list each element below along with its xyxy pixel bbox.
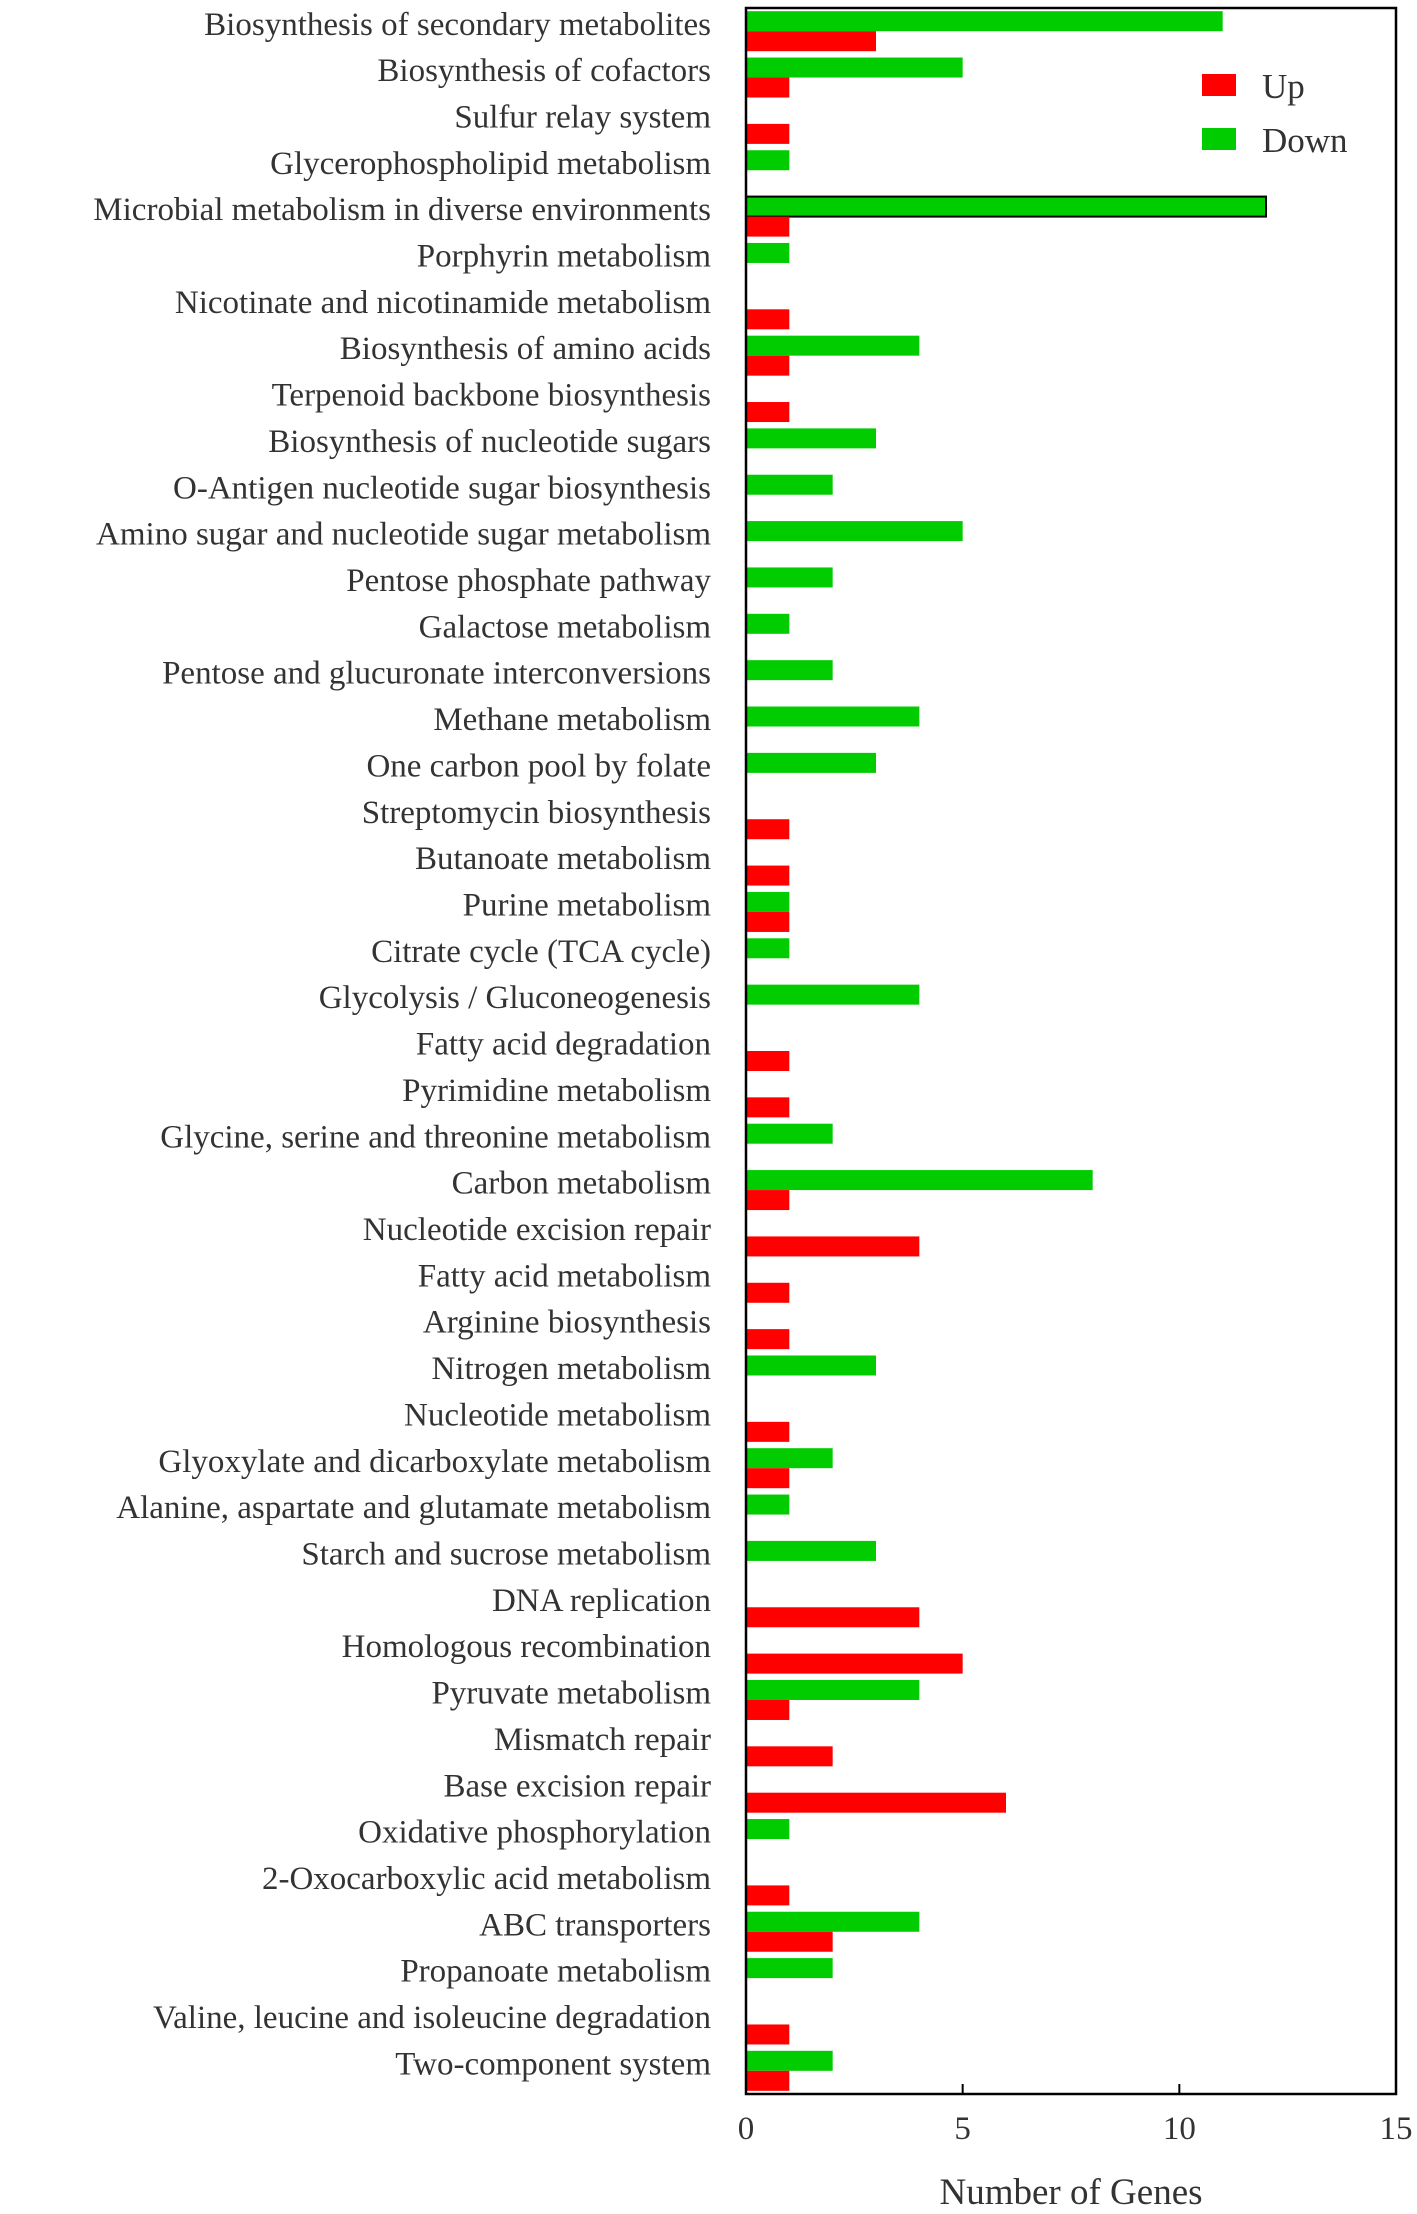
category-label-propanoate-metabolism: Propanoate metabolism (400, 1953, 711, 1990)
bar-up-fatty-acid-degradation (746, 1051, 789, 1071)
category-label-nitrogen-metabolism: Nitrogen metabolism (431, 1351, 711, 1388)
bar-up-streptomycin-biosynthesis (746, 819, 789, 839)
bar-up-biosynthesis-of-secondary-metabolites (746, 31, 876, 51)
bar-down-purine-metabolism (746, 892, 789, 912)
bar-up-homologous-recombination (746, 1654, 963, 1674)
plot-frame (746, 8, 1396, 2094)
category-label-one-carbon-pool-by-folate: One carbon pool by folate (366, 748, 711, 785)
bar-down-glycolysis-gluconeogenesis (746, 985, 919, 1005)
category-label-mismatch-repair: Mismatch repair (493, 1721, 711, 1758)
bar-up-sulfur-relay-system (746, 124, 789, 144)
category-label-biosynthesis-of-cofactors: Biosynthesis of cofactors (377, 53, 711, 90)
category-label-nicotinate-and-nicotinamide-metabolism: Nicotinate and nicotinamide metabolism (174, 284, 711, 321)
category-label-pentose-and-glucuronate-interconversions: Pentose and glucuronate interconversions (162, 655, 711, 692)
bar-up-dna-replication (746, 1607, 919, 1627)
legend-label-up: Up (1262, 67, 1305, 106)
bar-down-o-antigen-nucleotide-sugar-biosynthesis (746, 475, 833, 495)
bar-up-terpenoid-backbone-biosynthesis (746, 402, 789, 422)
bar-down-microbial-metabolism-in-diverse-environments (746, 197, 1266, 217)
category-label-nucleotide-metabolism: Nucleotide metabolism (403, 1397, 711, 1434)
bars-group (746, 11, 1266, 2091)
bar-down-one-carbon-pool-by-folate (746, 753, 876, 773)
category-label-starch-and-sucrose-metabolism: Starch and sucrose metabolism (301, 1536, 711, 1573)
bar-up-carbon-metabolism (746, 1190, 789, 1210)
bar-down-glycerophospholipid-metabolism (746, 150, 789, 170)
bar-down-nitrogen-metabolism (746, 1355, 876, 1375)
category-label-dna-replication: DNA replication (491, 1582, 711, 1619)
bar-down-pyruvate-metabolism (746, 1680, 919, 1700)
bar-up-valine-leucine-and-isoleucine-degradation (746, 2024, 789, 2044)
bar-down-pentose-phosphate-pathway (746, 567, 833, 587)
bar-up-two-component-system (746, 2071, 789, 2091)
bar-up-microbial-metabolism-in-diverse-environments (746, 217, 789, 237)
bar-up-pyrimidine-metabolism (746, 1097, 789, 1117)
category-label-base-excision-repair: Base excision repair (443, 1768, 711, 1805)
bar-down-biosynthesis-of-nucleotide-sugars (746, 428, 876, 448)
category-label-two-component-system: Two-component system (395, 2046, 711, 2083)
bar-up-mismatch-repair (746, 1746, 833, 1766)
bar-up-2-oxocarboxylic-acid-metabolism (746, 1885, 789, 1905)
category-label-pentose-phosphate-pathway: Pentose phosphate pathway (346, 563, 711, 600)
bar-up-butanoate-metabolism (746, 866, 789, 886)
bar-down-alanine-aspartate-and-glutamate-metabolism (746, 1495, 789, 1515)
bar-up-nucleotide-metabolism (746, 1422, 789, 1442)
bar-up-fatty-acid-metabolism (746, 1283, 789, 1303)
bar-down-galactose-metabolism (746, 614, 789, 634)
bar-down-glyoxylate-and-dicarboxylate-metabolism (746, 1448, 833, 1468)
legend-swatch-down (1202, 128, 1236, 150)
bar-down-starch-and-sucrose-metabolism (746, 1541, 876, 1561)
category-label-terpenoid-backbone-biosynthesis: Terpenoid backbone biosynthesis (271, 377, 711, 414)
category-label-butanoate-metabolism: Butanoate metabolism (414, 841, 711, 878)
category-label-nucleotide-excision-repair: Nucleotide excision repair (362, 1212, 711, 1249)
category-label-alanine-aspartate-and-glutamate-metabolism: Alanine, aspartate and glutamate metabolism (116, 1490, 711, 1527)
category-label-glyoxylate-and-dicarboxylate-metabolism: Glyoxylate and dicarboxylate metabolism (158, 1443, 711, 1480)
category-label-pyruvate-metabolism: Pyruvate metabolism (431, 1675, 711, 1712)
category-label-pyrimidine-metabolism: Pyrimidine metabolism (402, 1072, 711, 1109)
category-label-oxidative-phosphorylation: Oxidative phosphorylation (358, 1814, 711, 1851)
category-label-carbon-metabolism: Carbon metabolism (451, 1165, 711, 1202)
category-label-streptomycin-biosynthesis: Streptomycin biosynthesis (361, 794, 711, 831)
legend-label-down: Down (1262, 121, 1348, 160)
bar-up-glyoxylate-and-dicarboxylate-metabolism (746, 1468, 789, 1488)
bar-up-nucleotide-excision-repair (746, 1236, 919, 1256)
bar-down-porphyrin-metabolism (746, 243, 789, 263)
bar-down-biosynthesis-of-cofactors (746, 58, 963, 78)
category-label-porphyrin-metabolism: Porphyrin metabolism (416, 238, 711, 275)
category-label-biosynthesis-of-secondary-metabolites: Biosynthesis of secondary metabolites (204, 6, 711, 43)
x-tick-label: 0 (737, 2111, 755, 2147)
category-label-glycine-serine-and-threonine-metabolism: Glycine, serine and threonine metabolism (160, 1119, 711, 1156)
category-label-sulfur-relay-system: Sulfur relay system (454, 99, 711, 136)
category-label-abc-transporters: ABC transporters (479, 1907, 711, 1944)
bar-down-abc-transporters (746, 1912, 919, 1932)
category-label-arginine-biosynthesis: Arginine biosynthesis (422, 1304, 711, 1341)
bar-up-arginine-biosynthesis (746, 1329, 789, 1349)
category-label-fatty-acid-degradation: Fatty acid degradation (415, 1026, 711, 1063)
category-label-2-oxocarboxylic-acid-metabolism: 2-Oxocarboxylic acid metabolism (261, 1860, 711, 1897)
x-tick-label: 10 (1162, 2111, 1196, 2147)
category-label-biosynthesis-of-amino-acids: Biosynthesis of amino acids (339, 331, 711, 368)
bar-down-pentose-and-glucuronate-interconversions (746, 660, 833, 680)
category-label-o-antigen-nucleotide-sugar-biosynthesis: O-Antigen nucleotide sugar biosynthesis (173, 470, 711, 507)
bar-up-base-excision-repair (746, 1793, 1006, 1813)
bar-down-carbon-metabolism (746, 1170, 1093, 1190)
bar-down-propanoate-metabolism (746, 1958, 833, 1978)
bar-down-citrate-cycle-tca-cycle (746, 938, 789, 958)
bar-down-biosynthesis-of-secondary-metabolites (746, 11, 1223, 31)
category-label-microbial-metabolism-in-diverse-environments: Microbial metabolism in diverse environments (93, 192, 711, 229)
bar-up-pyruvate-metabolism (746, 1700, 789, 1720)
bar-up-nicotinate-and-nicotinamide-metabolism (746, 309, 789, 329)
category-label-amino-sugar-and-nucleotide-sugar-metabolism: Amino sugar and nucleotide sugar metabolism (96, 516, 711, 553)
category-label-biosynthesis-of-nucleotide-sugars: Biosynthesis of nucleotide sugars (268, 423, 711, 460)
bar-up-biosynthesis-of-amino-acids (746, 356, 789, 376)
x-axis-title: Number of Genes (939, 2172, 1203, 2213)
category-label-galactose-metabolism: Galactose metabolism (418, 609, 711, 646)
legend (1202, 67, 1348, 160)
category-label-methane-metabolism: Methane metabolism (433, 702, 711, 739)
legend-swatch-up (1202, 74, 1236, 96)
category-label-fatty-acid-metabolism: Fatty acid metabolism (417, 1258, 711, 1295)
bar-down-glycine-serine-and-threonine-metabolism (746, 1124, 833, 1144)
x-tick-label: 5 (954, 2111, 971, 2147)
bar-down-amino-sugar-and-nucleotide-sugar-metabolism (746, 521, 963, 541)
bar-down-methane-metabolism (746, 707, 919, 727)
bar-down-oxidative-phosphorylation (746, 1819, 789, 1839)
category-label-glycerophospholipid-metabolism: Glycerophospholipid metabolism (270, 145, 711, 182)
bar-up-biosynthesis-of-cofactors (746, 78, 789, 98)
category-label-purine-metabolism: Purine metabolism (462, 887, 711, 924)
bar-up-abc-transporters (746, 1932, 833, 1952)
category-label-citrate-cycle-tca-cycle: Citrate cycle (TCA cycle) (371, 933, 711, 970)
category-label-homologous-recombination: Homologous recombination (341, 1629, 711, 1666)
bar-down-biosynthesis-of-amino-acids (746, 336, 919, 356)
category-label-glycolysis-gluconeogenesis: Glycolysis / Gluconeogenesis (318, 980, 711, 1017)
category-label-valine-leucine-and-isoleucine-degradation: Valine, leucine and isoleucine degradation (152, 2000, 711, 2037)
bar-down-two-component-system (746, 2051, 833, 2071)
bar-up-purine-metabolism (746, 912, 789, 932)
category-labels (93, 7, 711, 2083)
x-tick-label: 15 (1379, 2111, 1413, 2147)
